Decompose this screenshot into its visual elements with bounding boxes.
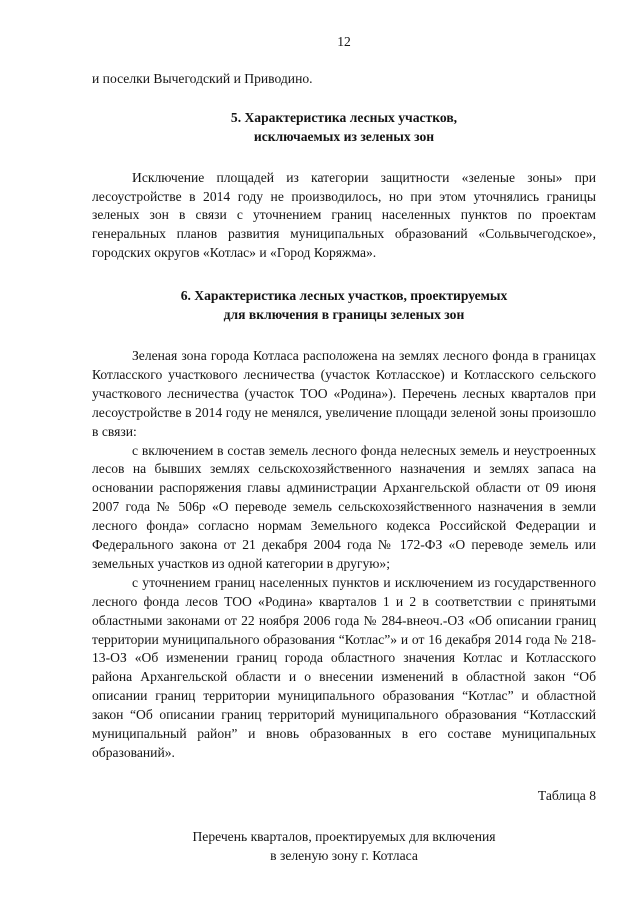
table-caption-line-1: Перечень кварталов, проектируемых для включения <box>192 828 496 844</box>
section-6-title-line-2: для включения в границы зеленых зон <box>223 307 465 323</box>
section-6-heading <box>92 287 596 325</box>
section-6-paragraph-1: Зеленая зона города Котласа расположена на землях лесного фонда в границах Котласского участкового лесничества (участок Котласское) и Котласского сельского участкового лесничества (участок ТОО «Родина»). Перечень лесных кварталов при лесоустройстве в 2014 году не менялся, увеличение площади зеленой зоны произошло в связи: <box>92 347 596 439</box>
table-caption <box>92 828 596 866</box>
section-5-paragraph: Исключение площадей из категории защитности «зеленые зоны» при лесоустройстве в 2014 году не производилось, но при этом уточнялись границы зеленых зон в связи с уточнением границ населенных пунктов по проектам генеральных планов развития муниципальных образований «Сольвычегодское», городских округов «Котлас» и «Город Коряжма». <box>92 169 596 261</box>
lead-line: и поселки Вычегодский и Приводино. <box>92 70 313 86</box>
section-6-paragraph-2: с включением в состав земель лесного фонда нелесных земель и неустроенных лесов на бывших землях сельскохозяйственного назначения и землях запаса на основании распоряжения главы администрации Архангельской области от 09 июня 2007 года № 506р «О переводе земель сельскохозяйственного назначения в земли лесного фонда» согласно нормам Земельного кодекса Российской Федерации и Федерального закона от 21 декабря 2004 года № 172-ФЗ «О переводе земель или земельных участков из одной категории в другую»; <box>92 442 596 571</box>
table-caption-line-2: в зеленую зону г. Котласа <box>270 847 418 863</box>
section-5-heading <box>92 109 596 147</box>
table-label: Таблица 8 <box>537 787 596 803</box>
section-6-paragraph-3: с уточнением границ населенных пунктов и исключением из государственного лесного фонда лесов ТОО «Родина» кварталов 1 и 2 в соответствии с принятыми областными законами от 22 ноября 2006 года № 284-внеоч.-ОЗ «Об описании границ территории муниципального образования “Котлас”» и от 16 декабря 2014 года № 218-13-ОЗ «Об изменении границ города областного значения Котлас и Котласского района Архангельской области и о внесении изменений в областной закон “Об описании границ территории муниципального образования “Котлас” и областной закон “Об описании границ территорий муниципального образования “Котласский муниципальный район” и вновь образованных в его составе муниципальных образований». <box>92 574 596 760</box>
page-number: 12 <box>337 34 351 49</box>
section-5-title-line-1: 5. Характеристика лесных участков, <box>230 109 458 125</box>
section-5-title-line-2: исключаемых из зеленых зон <box>253 128 435 144</box>
section-6-title-line-1: 6. Характеристика лесных участков, проектируемых <box>180 288 508 304</box>
